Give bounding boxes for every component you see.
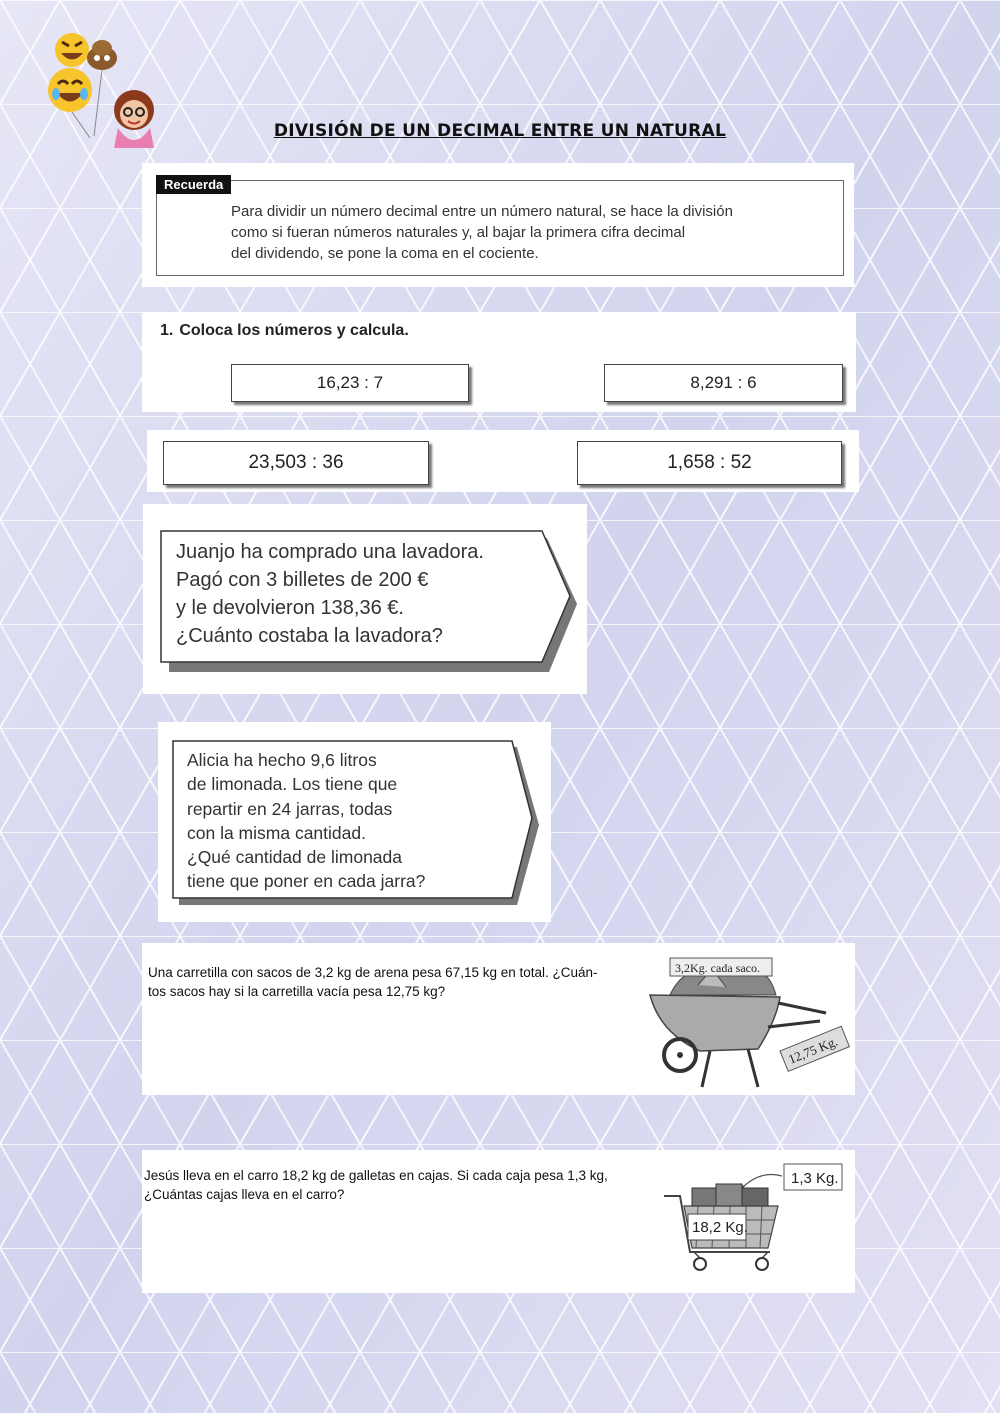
operation-box[interactable]: 1,658 : 52 [577,441,842,485]
wheelbarrow-icon [640,955,850,1093]
exercise1-heading [160,322,409,340]
operation-box[interactable]: 23,503 : 36 [163,441,429,485]
problem-carro-text [144,1166,608,1204]
problem-carretilla-text [148,963,598,1001]
problem-limonada-text [187,748,425,894]
problem-line: Juanjo ha comprado una lavadora. [176,541,484,563]
sack-weight-label: 3,2Kg. cada saco. [675,961,760,975]
problem-line: tos sacos hay si la carretilla vacía pesa 12,75 kg? [148,984,446,999]
problem-line: ¿Qué cantidad de limonada [187,847,402,868]
operation-box[interactable]: 8,291 : 6 [604,364,843,402]
exercise-number: 1. [160,322,174,339]
recuerda-label: Recuerda [156,175,231,194]
operation-box[interactable]: 16,23 : 7 [231,364,469,402]
recuerda-line: Para dividir un número decimal entre un número natural, se hace la división [231,203,733,220]
recuerda-line: como si fueran números naturales y, al bajar la primera cifra decimal [231,224,686,241]
problem-line: y le devolvieron 138,36 €. [176,597,404,619]
empty-wheelbarrow-weight-label: 12,75 Kg. [786,1033,840,1067]
recuerda-text [231,201,733,264]
problem-line: Jesús lleva en el carro 18,2 kg de galletas en cajas. Si cada caja pesa 1,3 kg, [144,1168,608,1183]
problem-line: de limonada. Los tiene que [187,774,398,795]
page-title: DIVISIÓN DE UN DECIMAL ENTRE UN NATURAL [273,121,727,141]
problem-line: repartir en 24 jarras, todas [187,798,393,819]
problem-line: Una carretilla con sacos de 3,2 kg de arena pesa 67,15 kg en total. ¿Cuán- [148,965,598,980]
total-weight-label: 18,2 Kg. [692,1219,748,1236]
problem-line: ¿Cuántas cajas lleva en el carro? [144,1187,345,1202]
problem-line: Pagó con 3 billetes de 200 € [176,569,429,591]
box-weight-label: 1,3 Kg. [791,1170,839,1187]
recuerda-line: del dividendo, se pone la coma en el cociente. [231,245,539,262]
recuerda-box [156,177,844,276]
problem-line: tiene que poner en cada jarra? [187,871,426,892]
shopping-cart-icon [650,1160,850,1282]
problem-line: con la misma cantidad. [187,822,366,843]
exercise-instruction: Coloca los números y calcula. [179,322,409,339]
problem-line: ¿Cuánto costaba la lavadora? [176,625,443,647]
problem-lavadora-text [176,538,484,650]
problem-line: Alicia ha hecho 9,6 litros [187,750,377,770]
